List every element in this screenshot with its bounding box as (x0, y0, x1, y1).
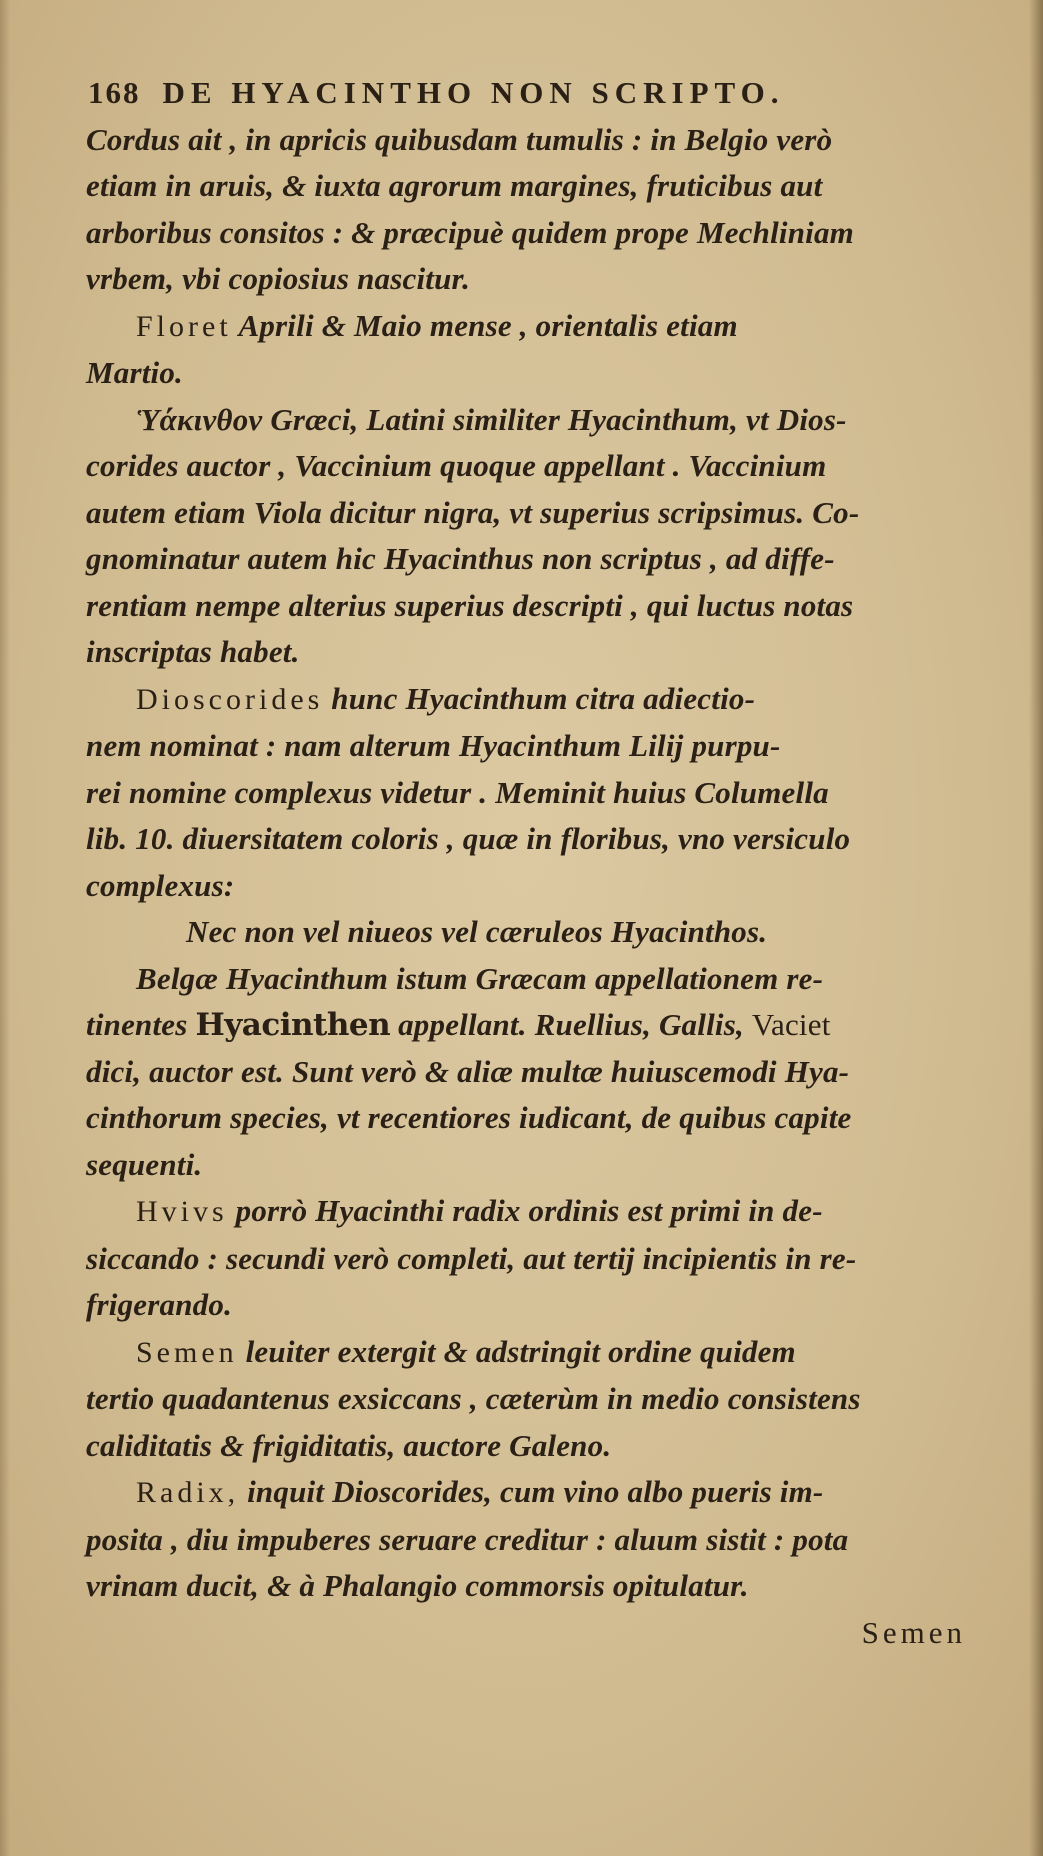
text-line (86, 676, 986, 724)
text-line (86, 956, 986, 1003)
paragraph-dioscorides (86, 676, 986, 910)
paragraph-semen (86, 1329, 986, 1470)
lead-word: Floret (136, 309, 232, 343)
lead-word: Semen (136, 1335, 238, 1369)
text-line (86, 1469, 986, 1517)
text-line: Cordus ait , in apricis quibusdam tumulis : in Belgio verò (86, 121, 833, 157)
lead-word: Dioscorides (136, 682, 324, 716)
text-line: Ὑάκινθον Græci, Latini similiter Hyacinthum, vt Dios- (136, 401, 847, 437)
text-span: dici, auctor est. Sunt verò & aliæ multæ huiuscemodi Hya- (86, 1053, 850, 1089)
text-line: siccando : secundi verò completi, aut tertij incipientis in re- (86, 1240, 857, 1276)
text-span: leuiter extergit & adstringit ordine quidem (237, 1333, 796, 1369)
text-line (86, 1095, 986, 1142)
blackletter-word: Hyacinthen (195, 1007, 391, 1043)
text-line (86, 1049, 986, 1096)
paragraph-radix (86, 1469, 986, 1610)
text-span: porrò Hyacinthi radix ordinis est primi in de- (227, 1193, 823, 1228)
text-line: tertio quadantenus exsiccans , cæterùm in medio consistens (86, 1381, 861, 1416)
text-span: cinthorum species, vt recentiores iudicant, de quibus capite (86, 1100, 852, 1135)
paragraph-hyacinthum-graeci (86, 397, 986, 676)
text-line: caliditatis & frigiditatis, auctore Galeno. (86, 1427, 612, 1463)
paragraph-cordus (86, 117, 986, 303)
text-line: frigerando. (86, 1287, 233, 1322)
paragraph-belgae (86, 956, 986, 1189)
roman-word: Vaciet (751, 1007, 831, 1042)
verse-quotation (86, 909, 986, 956)
paragraph-floret (86, 303, 986, 397)
text-line: arboribus consitos : & præcipuè quidem prope Mechliniam (86, 214, 854, 250)
text-block (86, 70, 986, 1656)
text-span: sequenti. (86, 1146, 203, 1182)
text-span: tinentes (86, 1007, 196, 1042)
page-edge-left (0, 0, 10, 1856)
catchword: Semen (861, 1614, 966, 1650)
paragraph-huius (86, 1188, 986, 1329)
text-line: autem etiam Viola dicitur nigra, vt superius scripsimus. Co- (86, 494, 860, 530)
text-line: inscriptas habet. (86, 634, 300, 669)
text-line: vrinam ducit, & à Phalangio commorsis opitulatur. (86, 1568, 749, 1603)
text-line (86, 1329, 986, 1377)
text-line: gnominatur autem hic Hyacinthus non scriptus , ad diffe- (86, 541, 835, 576)
text-line: rei nomine complexus videtur . Meminit huius Columella (86, 774, 829, 810)
text-span: Aprili & Maio mense , orientalis etiam (231, 307, 738, 343)
text-line: vrbem, vbi copiosius nascitur. (86, 261, 471, 296)
lead-word: Radix, (136, 1476, 240, 1509)
verse-line: Nec non vel niueos vel cæruleos Hyacinthos. (186, 914, 768, 949)
text-line (86, 1188, 986, 1236)
page-edge-right (1029, 0, 1043, 1856)
text-line (86, 303, 986, 351)
text-span: hunc Hyacinthum citra adiectio- (323, 680, 756, 716)
running-title: DE HYACINTHO NON SCRIPTO. (162, 75, 785, 110)
page-number: 168 (88, 75, 141, 110)
text-line: lib. 10. diuersitatem coloris , quæ in floribus, vno versiculo (86, 821, 851, 856)
text-line (86, 1142, 986, 1189)
text-line: rentiam nempe alterius superius descripti , qui luctus notas (86, 587, 854, 623)
text-line: Martio. (86, 355, 184, 390)
text-line: corides auctor , Vaccinium quoque appellant . Vaccinium (86, 448, 827, 483)
text-line: complexus: (86, 867, 235, 903)
text-line (86, 1002, 986, 1049)
text-span: inquit Dioscorides, cum vino albo pueris im- (239, 1474, 824, 1509)
text-span: Belgæ Hyacinthum istum Græcam appellationem re- (136, 960, 824, 996)
text-line: etiam in aruis, & iuxta agrorum margines, fruticibus aut (86, 168, 823, 203)
text-line: nem nominat : nam alterum Hyacinthum Lilij purpu- (86, 728, 781, 763)
text-span: appellant. Ruellius, Gallis, (390, 1007, 752, 1042)
lead-word: Hvivs (136, 1195, 228, 1228)
running-header (88, 70, 986, 117)
text-line: posita , diu impuberes seruare creditur : aluum sistit : pota (86, 1521, 849, 1557)
